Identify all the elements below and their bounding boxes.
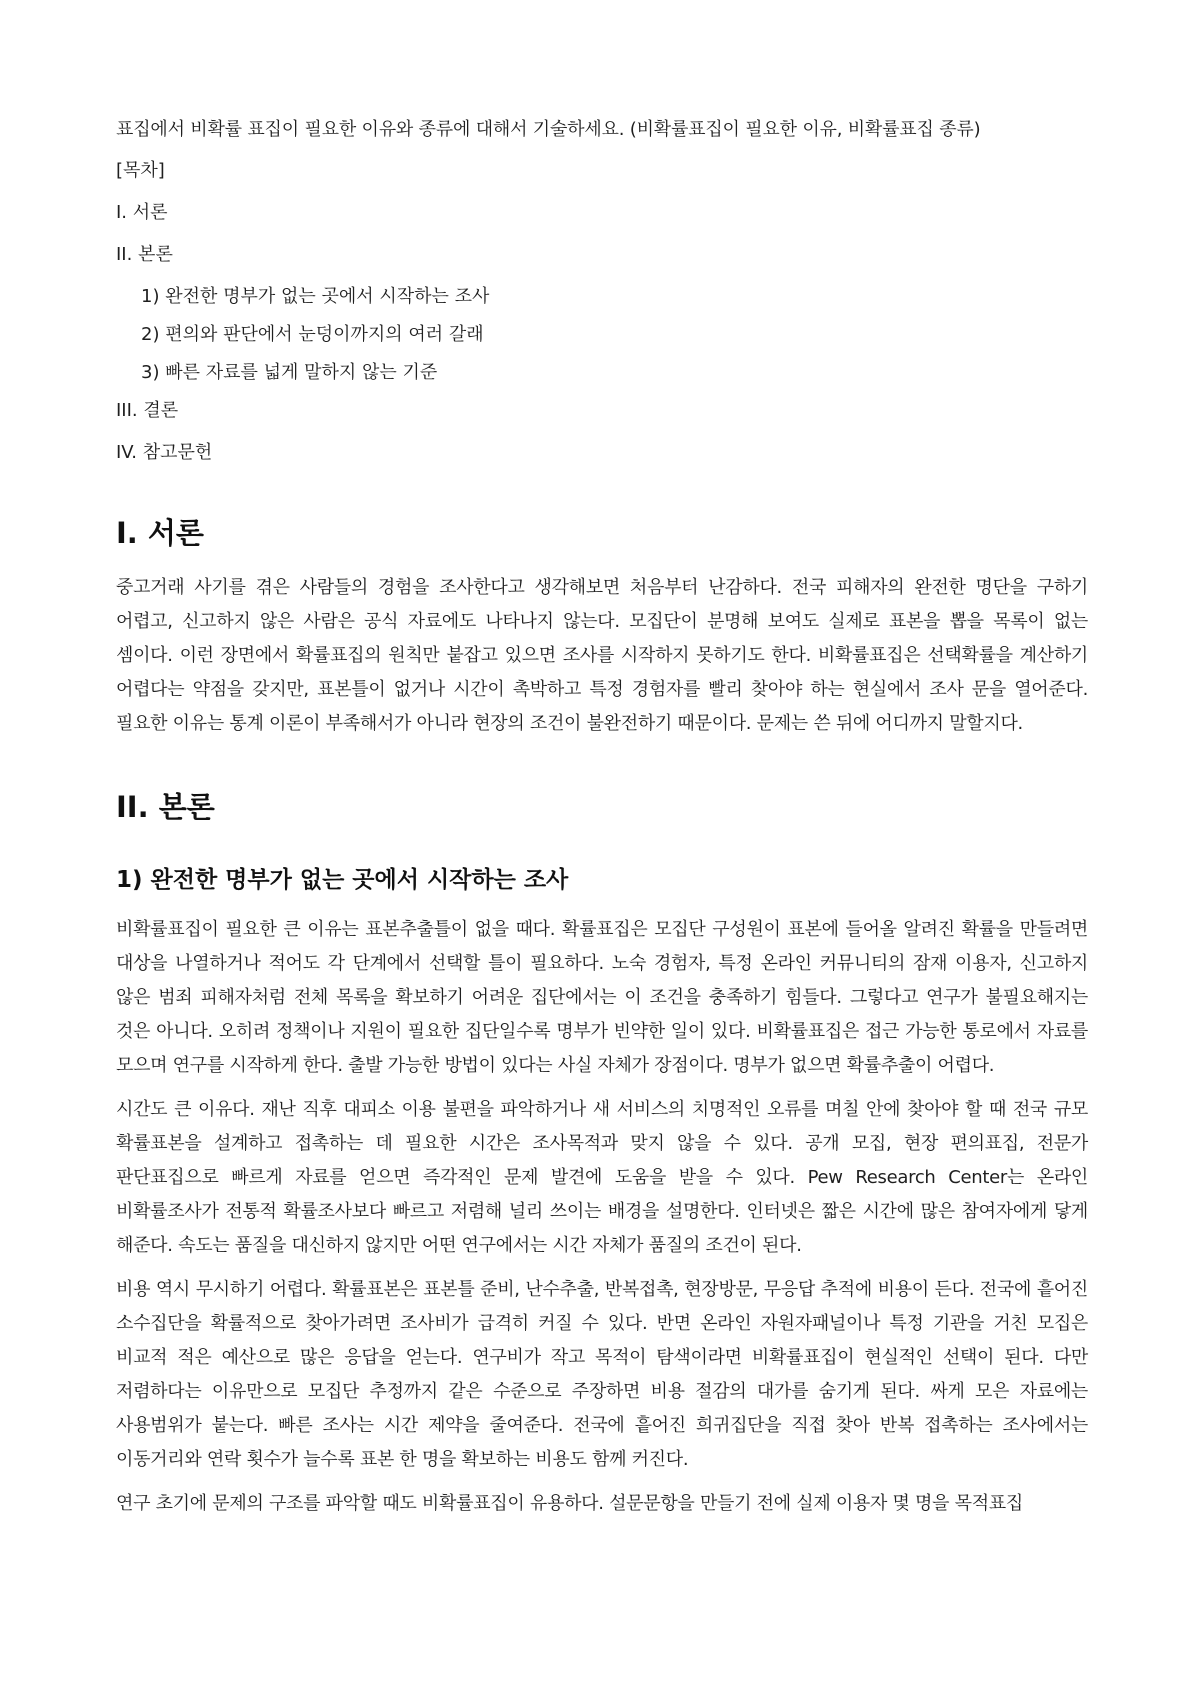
toc-subitem-3: 3) 빠른 자료를 넓게 말하지 않는 기준 — [141, 362, 438, 383]
body-subheading-1: 1) 완전한 명부가 없는 곳에서 시작하는 조사 — [116, 867, 569, 893]
toc-item-intro: I. 서론 — [116, 202, 168, 223]
assignment-question: 표집에서 비확률 표집이 필요한 이유와 종류에 대해서 기술하세요. (비확률표집이 필요한 이유, 비확률표집 종류) — [116, 119, 981, 140]
body-paragraph-2: 시간도 큰 이유다. 재난 직후 대피소 이용 불편을 파악하거나 새 서비스의 치명적인 오류를 며칠 안에 찾아야 할 때 전국 규모 확률표본을 설계하고 접촉하는 데 필요한 시간은 조사목적과 맞지 않을 수 있다. 공개 모집, 현장 편의표집, 전문가 판단표집으로 빠르게 자료를 얻으면 즉각적인 문제 발견에 도움을 받을 수 있다. Pew Research Center는 온라인 비확률조사가 전통적 확률조사보다 빠르고 저렴해 널리 쓰이는 배경을 설명한다. 인터넷은 짧은 시간에 많은 참여자에게 닿게 해준다. 속도는 품질을 대신하지 않지만 어떤 연구에서는 시간 자체가 품질의 조건이 된다. — [116, 1099, 1088, 1256]
toc-title: [목차] — [116, 160, 165, 181]
toc-subitem-2: 2) 편의와 판단에서 눈덩이까지의 여러 갈래 — [141, 324, 484, 345]
toc-item-body: II. 본론 — [116, 244, 173, 265]
table-of-contents — [116, 157, 1088, 467]
toc-subitem-1: 1) 완전한 명부가 없는 곳에서 시작하는 조사 — [141, 286, 490, 307]
body-heading: II. 본론 — [116, 790, 215, 824]
body-paragraph-1: 비확률표집이 필요한 큰 이유는 표본추출틀이 없을 때다. 확률표집은 모집단 구성원이 표본에 들어올 알려진 확률을 만들려면 대상을 나열하거나 적어도 각 단계에서 선택할 틀이 필요하다. 노숙 경험자, 특정 온라인 커뮤니티의 잠재 이용자, 신고하지 않은 범죄 피해자처럼 전체 목록을 확보하기 어려운 집단에서는 이 조건을 충족하기 힘들다. 그렇다고 연구가 불필요해지는 것은 아니다. 오히려 정책이나 지원이 필요한 집단일수록 명부가 빈약한 일이 있다. 비확률표집은 접근 가능한 통로에서 자료를 모으며 연구를 시작하게 한다. 출발 가능한 방법이 있다는 사실 자체가 장점이다. 명부가 없으면 확률추출이 어렵다. — [116, 919, 1088, 1076]
intro-paragraph: 중고거래 사기를 겪은 사람들의 경험을 조사한다고 생각해보면 처음부터 난감하다. 전국 피해자의 완전한 명단을 구하기 어렵고, 신고하지 않은 사람은 공식 자료에도 나타나지 않는다. 모집단이 분명해 보여도 실제로 표본을 뽑을 목록이 없는 셈이다. 이런 장면에서 확률표집의 원칙만 붙잡고 있으면 조사를 시작하지 못하기도 한다. 비확률표집은 선택확률을 계산하기 어렵다는 약점을 갖지만, 표본틀이 없거나 시간이 촉박하고 특정 경험자를 빨리 찾아야 하는 현실에서 조사 문을 열어준다. 필요한 이유는 통계 이론이 부족해서가 아니라 현장의 조건이 불완전하기 때문이다. 문제는 쓴 뒤에 어디까지 말할지다. — [116, 577, 1088, 734]
intro-heading: I. 서론 — [116, 516, 204, 550]
toc-item-references: IV. 참고문헌 — [116, 442, 213, 463]
toc-item-conclusion: III. 결론 — [116, 400, 179, 421]
body-paragraph-4: 연구 초기에 문제의 구조를 파악할 때도 비확률표집이 유용하다. 설문문항을 만들기 전에 실제 이용자 몇 명을 목적표집 — [116, 1493, 1023, 1514]
body-paragraph-3: 비용 역시 무시하기 어렵다. 확률표본은 표본틀 준비, 난수추출, 반복접촉, 현장방문, 무응답 추적에 비용이 든다. 전국에 흩어진 소수집단을 확률적으로 찾아가려면 조사비가 급격히 커질 수 있다. 반면 온라인 자원자패널이나 특정 기관을 거친 모집은 비교적 적은 예산으로 많은 응답을 얻는다. 연구비가 작고 목적이 탐색이라면 비확률표집이 현실적인 선택이 된다. 다만 저렴하다는 이유만으로 모집단 추정까지 같은 수준으로 주장하면 비용 절감의 대가를 숨기게 된다. 싸게 모은 자료에는 사용범위가 붙는다. 빠른 조사는 시간 제약을 줄여준다. 전국에 흩어진 희귀집단을 직접 찾아 반복 접촉하는 조사에서는 이동거리와 연락 횟수가 늘수록 표본 한 명을 확보하는 비용도 함께 커진다. — [116, 1279, 1088, 1470]
